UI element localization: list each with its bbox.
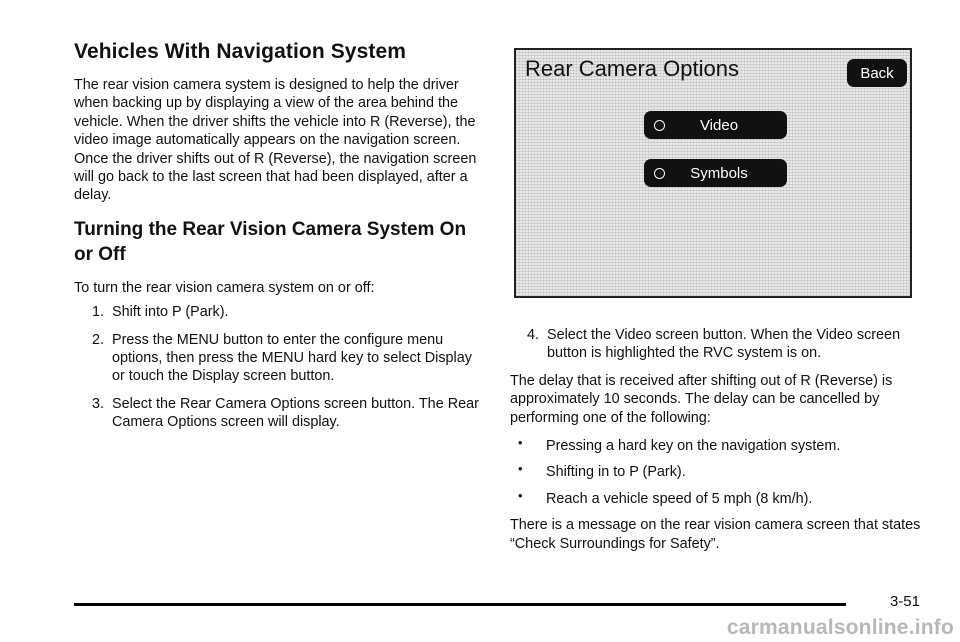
back-button[interactable]: Back <box>847 59 907 87</box>
step-text: Shift into P (Park). <box>112 304 229 321</box>
list-item <box>510 326 922 363</box>
step-text: Press the MENU button to enter the configure menu options, then press the MENU hard key to select Display or touch the Display screen button. <box>112 331 472 385</box>
rear-camera-options-screen <box>514 48 912 298</box>
bullet-list <box>510 437 922 508</box>
list-item <box>510 463 922 481</box>
video-button-label: Video <box>699 116 739 134</box>
radio-circle-icon <box>654 168 665 179</box>
step-text: Select the Rear Camera Options screen button. The Rear Camera Options screen will display. <box>112 395 479 431</box>
step-text: Select the Video screen button. When the Video screen button is highlighted the RVC system is on. <box>547 327 901 362</box>
screen-title: Rear Camera Options <box>525 56 739 81</box>
list-item <box>510 490 922 508</box>
section-heading: Vehicles With Navigation System <box>74 40 407 63</box>
subsection-heading: Turning the Rear Vision Camera System On or Off <box>74 218 467 265</box>
intro-paragraph: The rear vision camera system is designed to help the driver when backing up by displaying a view of the area behind the vehicle. When the driver shifts the vehicle into R (Reverse), the video image automatically appears on the navigation screen. Once the driver shifts out of R (Reverse), the navigation screen will go back to the last screen that had been displayed, after a delay. <box>74 77 477 204</box>
radio-circle-icon <box>654 120 665 131</box>
bullet-icon <box>510 490 546 508</box>
step-number: 4. <box>526 327 539 343</box>
closing-paragraph: There is a message on the rear vision camera screen that states “Check Surroundings for Safety”. <box>510 517 921 552</box>
list-item <box>74 303 486 321</box>
list-item <box>510 437 922 455</box>
list-item <box>74 331 486 386</box>
symbols-button-label: Symbols <box>690 164 748 182</box>
symbols-button[interactable] <box>644 159 787 187</box>
steps-list <box>74 303 486 431</box>
bullet-text: Reach a vehicle speed of 5 mph (8 km/h). <box>546 490 813 507</box>
video-button[interactable] <box>644 111 787 139</box>
bullet-icon <box>510 463 546 481</box>
bullet-icon <box>510 437 546 455</box>
footer-rule <box>74 603 846 606</box>
step-number: 3. <box>91 395 104 412</box>
list-item <box>74 395 486 432</box>
right-column <box>510 326 922 553</box>
left-column <box>74 40 486 441</box>
delay-paragraph: The delay that is received after shifting out of R (Reverse) is approximately 10 seconds. The delay can be cancelled by performing one of the following: <box>510 372 893 426</box>
steps-lead: To turn the rear vision camera system on or off: <box>74 279 375 296</box>
bullet-text: Shifting in to P (Park). <box>546 464 686 481</box>
bullet-text: Pressing a hard key on the navigation system. <box>546 438 841 455</box>
page-number: 3-51 <box>889 593 920 610</box>
step-number: 1. <box>91 304 104 321</box>
step-number: 2. <box>91 331 104 348</box>
steps-list-continued <box>510 326 922 363</box>
watermark: carmanualsonline.info <box>726 616 954 639</box>
